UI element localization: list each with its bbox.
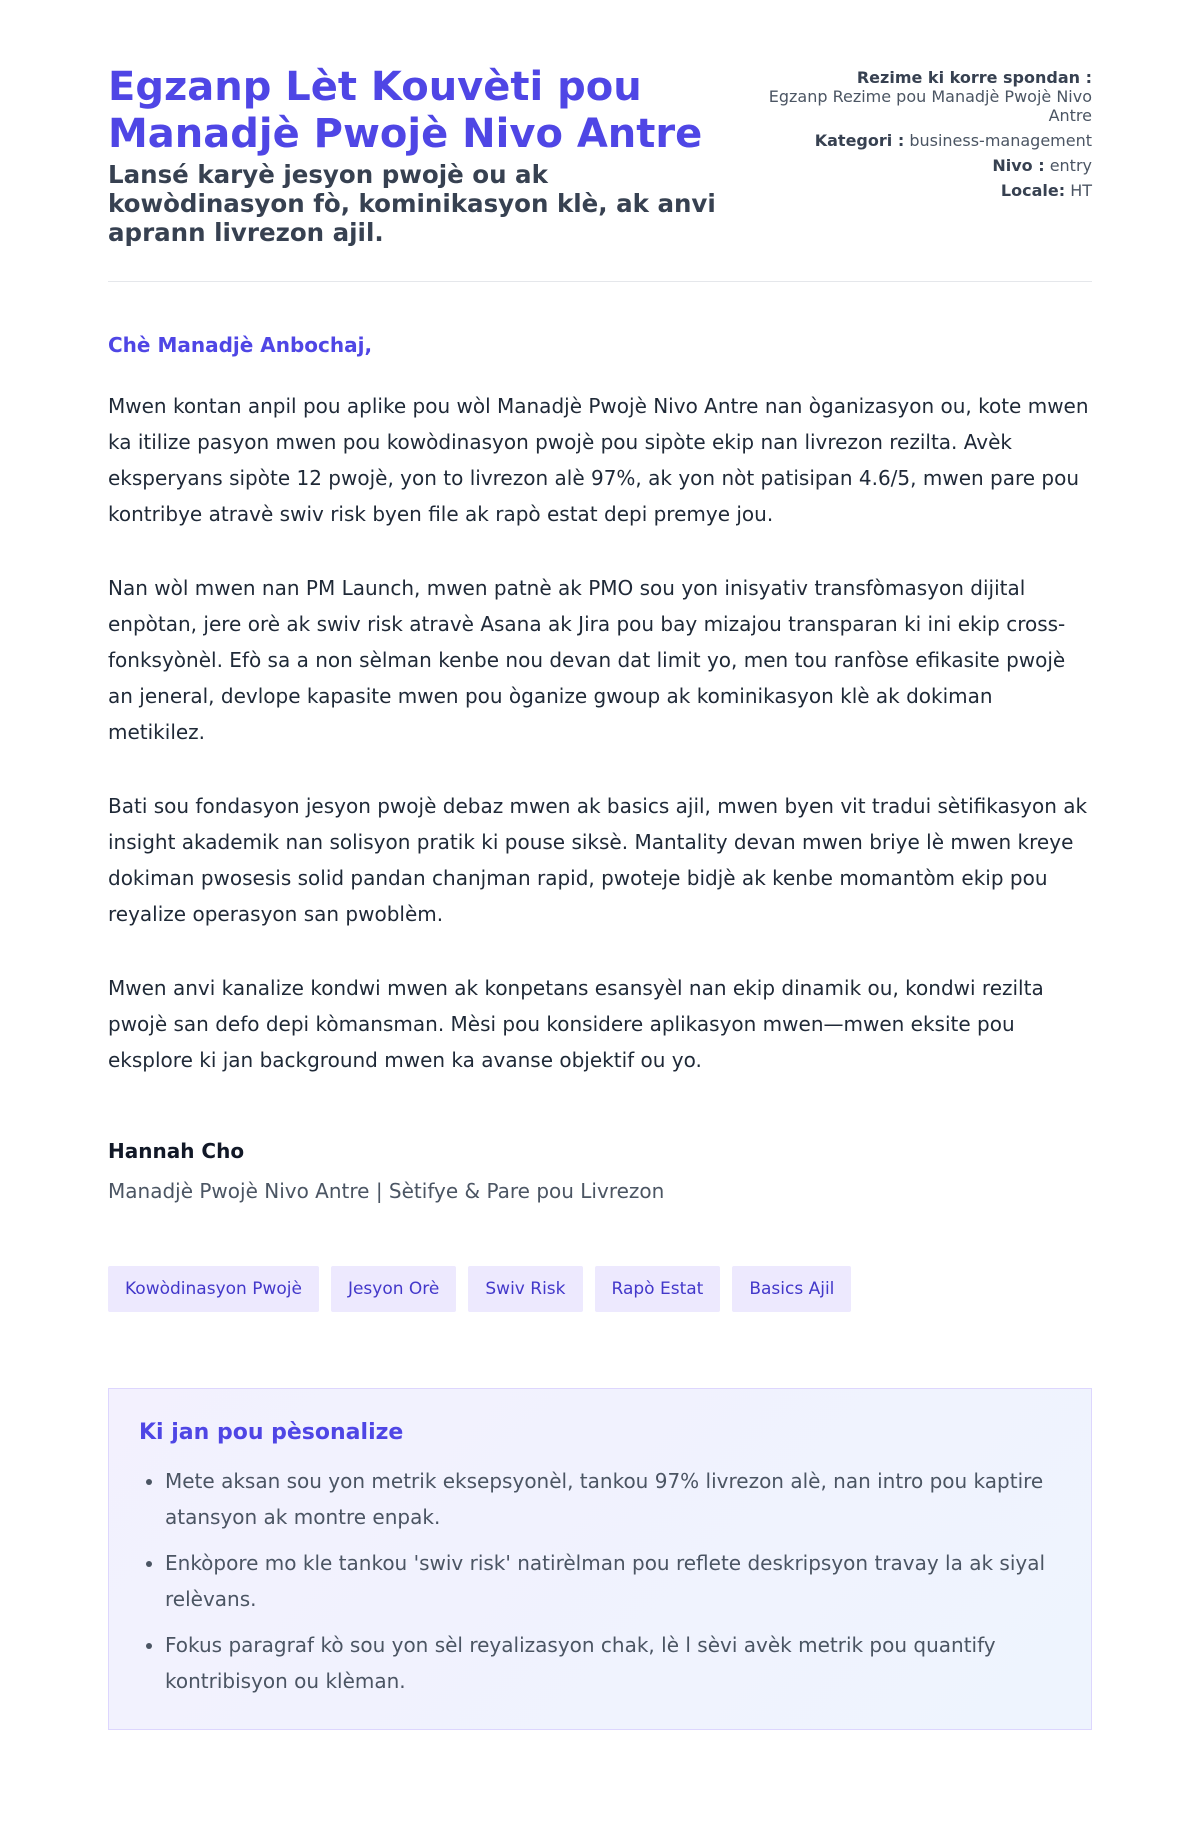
header-title-block [108,64,732,247]
skill-tag: Jesyon Orè [331,1266,456,1312]
meta-locale-label: Locale: [1000,181,1066,200]
signature-block [108,1138,1092,1204]
signature-role: Manadjè Pwojè Nivo Antre | Sètifye & Pare pou Livrezon [108,1179,665,1203]
letter-body [108,282,1092,1204]
skill-tag: Rapò Estat [595,1266,721,1312]
tip-item: • Mete aksan sou yon metrik eksepsyonèl, tankou 97% livrezon alè, nan intro pou kaptire atansyon ak montre enpak. [165,1463,1061,1535]
page-header [108,64,1092,282]
meta-level-label: Nivo : [992,156,1045,175]
page-subtitle: Lansé karyè jesyon pwojè ou ak kowòdinasyon fò, kominikasyon klè, ak anvi aprann livrezon ajil. [108,160,716,247]
meta-locale [732,181,1092,200]
tip-item: • Enkòpore mo kle tankou 'swiv risk' natirèlman pou reflete deskripsyon travay la ak siyal relèvans. [165,1545,1061,1617]
meta-category-value: business-management [909,131,1092,150]
meta-level-value: entry [1049,156,1092,175]
meta-level [732,156,1092,175]
tips-list [139,1463,1061,1699]
signature-name: Hannah Cho [108,1139,245,1163]
meta-category-label: Kategori : [814,131,905,150]
meta-resume-label: Rezime ki korre spondan : [856,68,1092,87]
letter-paragraph: Mwen kontan anpil pou aplike pou wòl Manadjè Pwojè Nivo Antre nan òganizasyon ou, kote mwen ka itilize pasyon mwen pou kowòdinasyon pwojè pou sipòte ekip nan livrezon rezilta. Avèk eksperyans sipòte 12 pwojè, yon to livrezon alè 97%, ak yon nòt patisipan 4.6/5, mwen pare pou kontribye atravè swiv risk byen file ak rapò estat depi premye jou. [108,394,1089,526]
meta-panel [732,64,1092,206]
letter-paragraph: Bati sou fondasyon jesyon pwojè debaz mwen ak basics ajil, mwen byen vit tradui sètifikasyon ak insight akademik nan solisyon pratik ki pouse siksè. Mantality devan mwen briye lè mwen kreye dokiman pwosesis solid pandan chanjman rapid, pwoteje bidjè ak kenbe momantòm ekip pou reyalize operasyon san pwoblèm. [108,794,1088,926]
meta-category [732,131,1092,150]
meta-resume [732,68,1092,125]
skill-tag: Swiv Risk [468,1266,582,1312]
letter-paragraph: Mwen anvi kanalize kondwi mwen ak konpetans esansyèl nan ekip dinamik ou, kondwi rezilta pwojè san defo depi kòmansman. Mèsi pou konsidere aplikasyon mwen—mwen eksite pou eksplore ki jan background mwen ka avanse objektif ou yo. [108,976,1044,1072]
skill-tag: Basics Ajil [732,1266,851,1312]
customization-tips-box [108,1388,1092,1730]
tips-title: Ki jan pou pèsonalize [139,1420,404,1445]
skill-tag: Kowòdinasyon Pwojè [108,1266,319,1312]
skill-tags [108,1266,1092,1312]
tip-item: • Fokus paragraf kò sou yon sèl reyalizasyon chak, lè l sèvi avèk metrik pou quantify kontribisyon ou klèman. [165,1627,1061,1699]
salutation: Chè Manadjè Anbochaj, [108,333,373,357]
page-title: Egzanp Lèt Kouvèti pou Manadjè Pwojè Nivo Antre [108,64,703,157]
meta-resume-link[interactable]: Egzanp Rezime pou Manadjè Pwojè Nivo Antre [768,87,1092,125]
meta-locale-value: HT [1070,181,1092,200]
letter-paragraph: Nan wòl mwen nan PM Launch, mwen patnè ak PMO sou yon inisyativ transfòmasyon dijital enpòtan, jere orè ak swiv risk atravè Asana ak Jira pou bay mizajou transparan ki ini ekip cross-fonksyònèl. Efò sa a non sèlman kenbe nou devan dat limit yo, men tou ranfòse efikasite pwojè an jeneral, devlope kapasite mwen pou òganize gwoup ak kominikasyon klè ak dokiman metikilez. [108,576,1066,744]
